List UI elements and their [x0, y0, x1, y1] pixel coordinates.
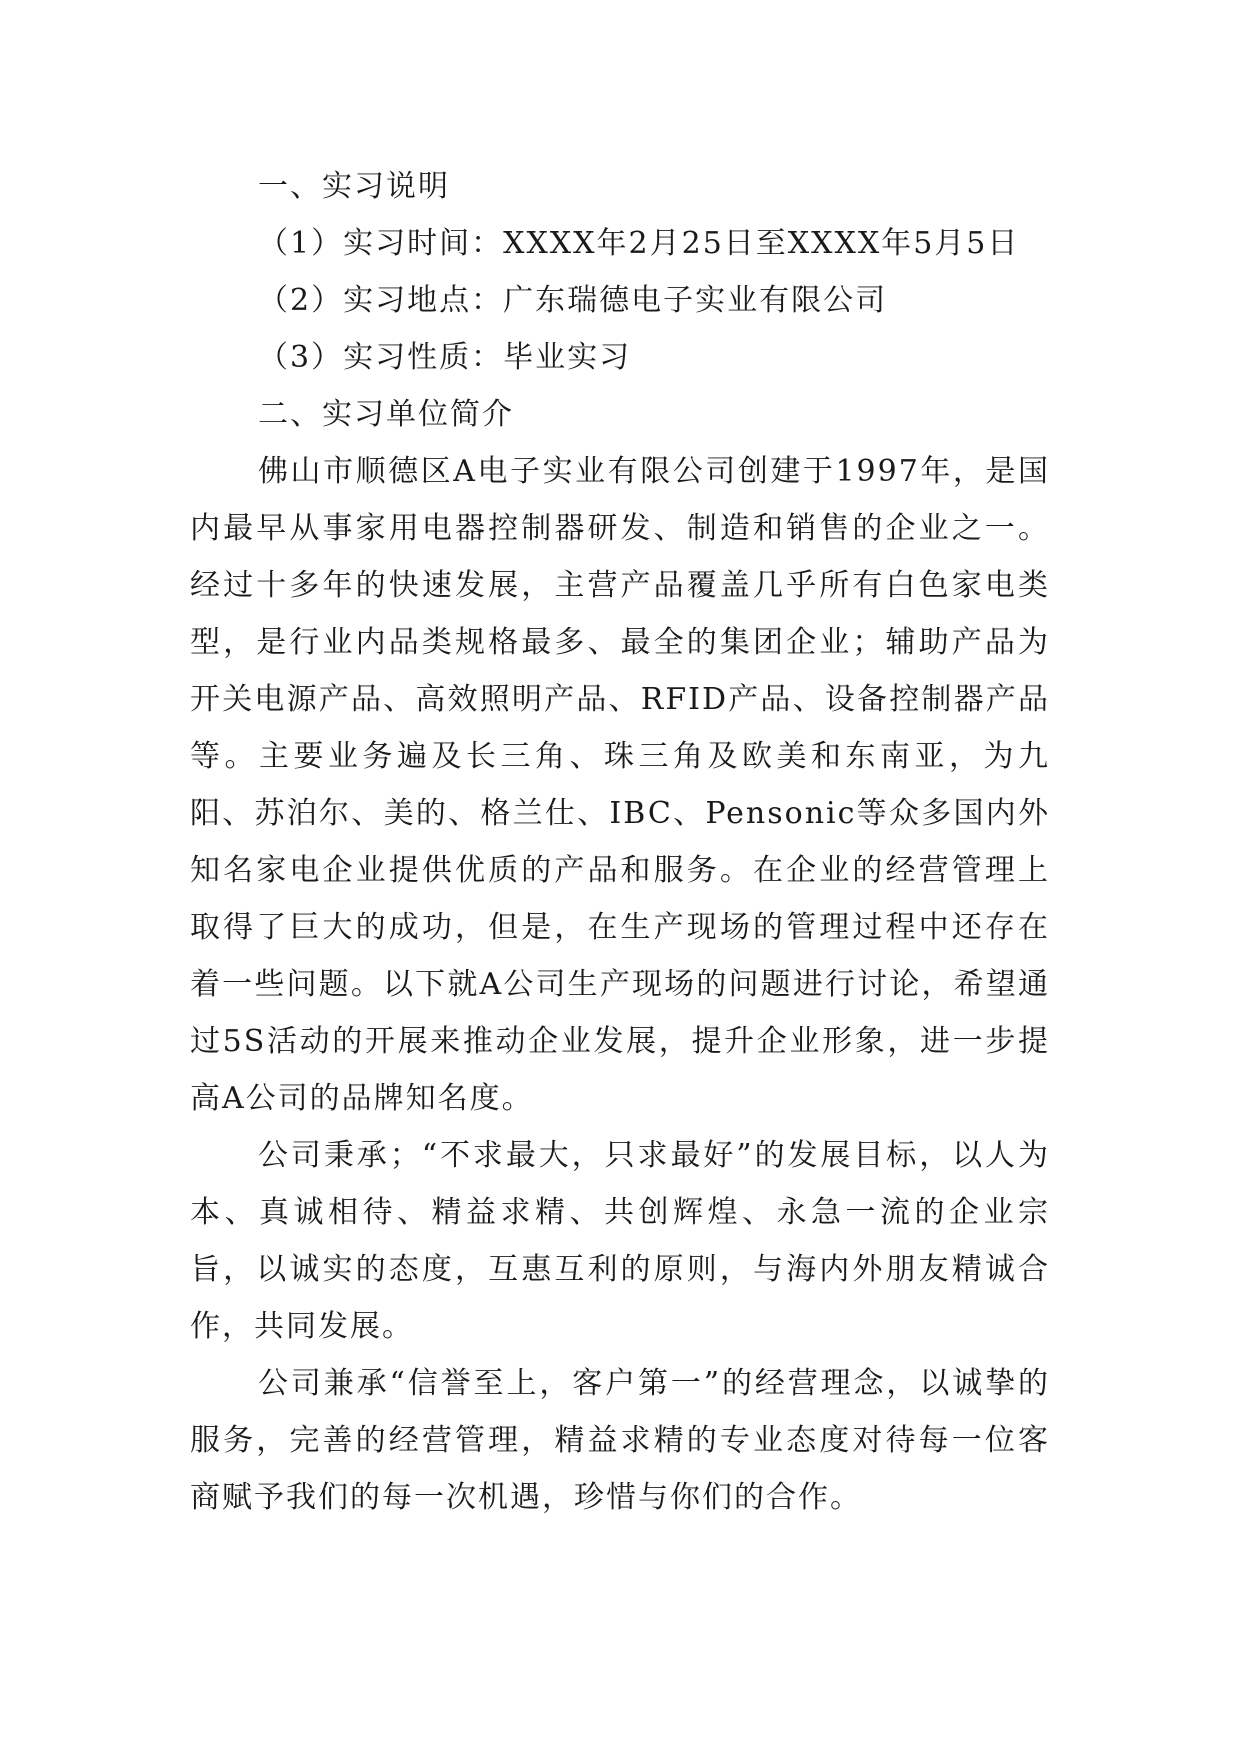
internship-nature-item: （3）实习性质：毕业实习	[258, 340, 632, 375]
section-heading-internship-info: 一、实习说明	[258, 169, 450, 204]
internship-time-item: （1）实习时间：XXXX年2月25日至XXXX年5月5日	[258, 226, 1020, 261]
document-body	[190, 158, 1050, 1526]
company-intro-paragraph: 佛山市顺德区A电子实业有限公司创建于1997年，是国内最早从事家用电器控制器研发、制造和销售的企业之一。经过十多年的快速发展，主营产品覆盖几乎所有白色家电类型，是行业内品类规格最多、最全的集团企业；辅助产品为开关电源产品、高效照明产品、RFID产品、设备控制器产品等。主要业务遍及长三角、珠三角及欧美和东南亚，为九阳、苏泊尔、美的、格兰仕、IBC、Pensonic等众多国内外知名家电企业提供优质的产品和服务。在企业的经营管理上取得了巨大的成功，但是，在生产现场的管理过程中还存在着一些问题。以下就A公司生产现场的问题进行讨论，希望通过5S活动的开展来推动企业发展，提升企业形象，进一步提高A公司的品牌知名度。	[190, 454, 1050, 1116]
section-heading-company-intro: 二、实习单位简介	[258, 397, 514, 432]
internship-location-item: （2）实习地点：广东瑞德电子实业有限公司	[258, 283, 888, 318]
company-philosophy-paragraph: 公司兼承“信誉至上，客户第一”的经营理念，以诚挚的服务，完善的经营管理，精益求精的专业态度对待每一位客商赋予我们的每一次机遇，珍惜与你们的合作。	[190, 1366, 1050, 1515]
company-goal-paragraph: 公司秉承；“不求最大，只求最好”的发展目标，以人为本、真诚相待、精益求精、共创辉煌、永急一流的企业宗旨，以诚实的态度，互惠互利的原则，与海内外朋友精诚合作，共同发展。	[190, 1138, 1050, 1344]
